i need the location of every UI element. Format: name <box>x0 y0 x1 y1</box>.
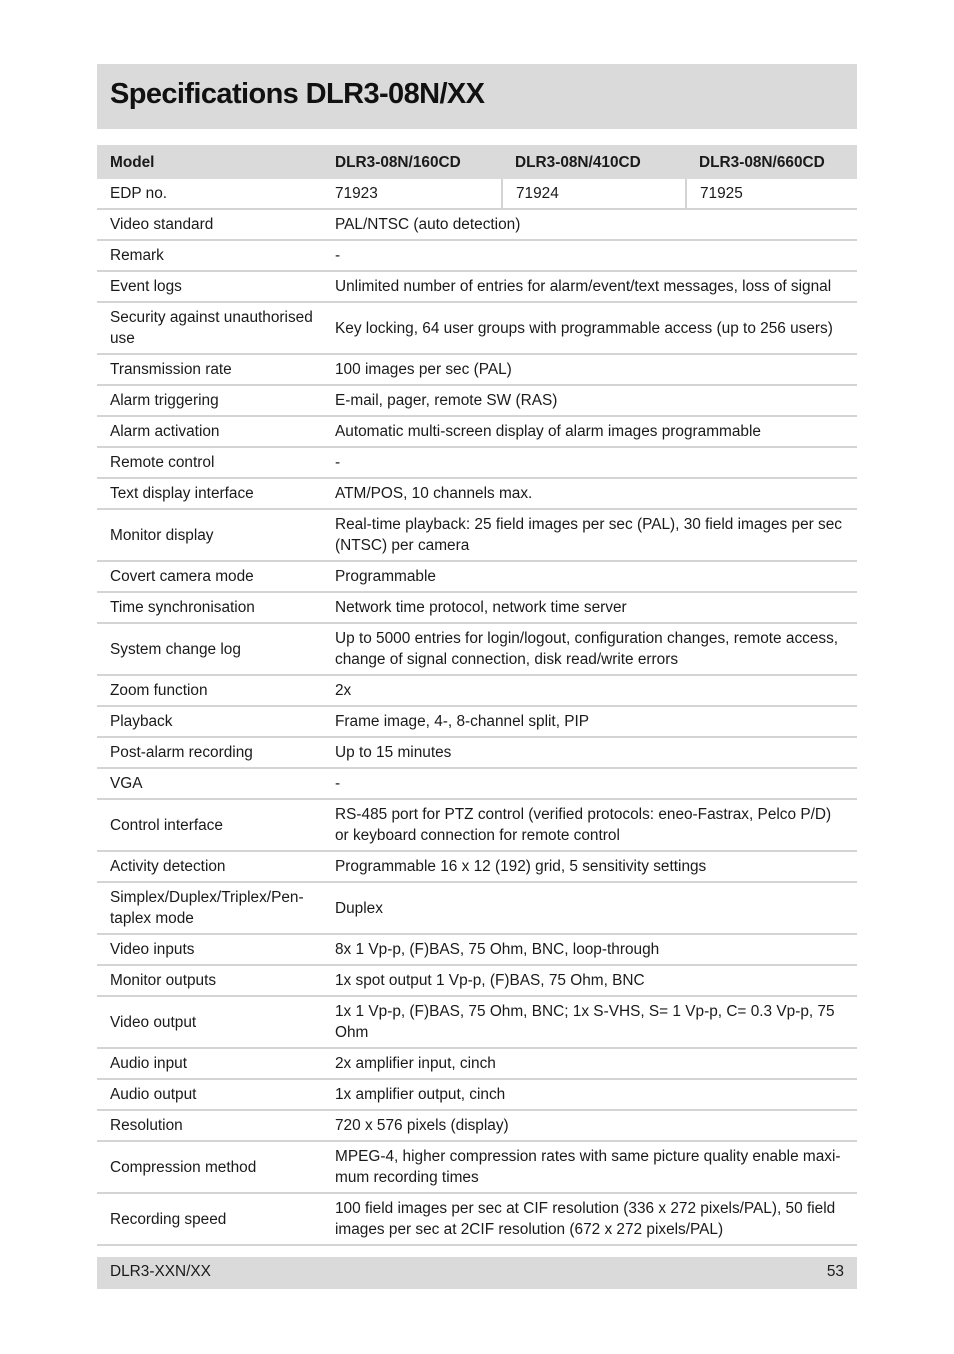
table-row <box>97 623 857 675</box>
spec-label: Audio output <box>97 1079 322 1110</box>
spec-value: - <box>322 240 857 271</box>
page-title: Specifications DLR3-08N/XX <box>110 78 485 110</box>
spec-label: Audio input <box>97 1048 322 1079</box>
spec-value: Frame image, 4-, 8-channel split, PIP <box>322 706 857 737</box>
spec-value: Automatic multi-screen display of alarm images programmable <box>322 416 857 447</box>
title-bar <box>97 64 857 129</box>
column-header-410cd: DLR3-08N/410CD <box>502 145 686 179</box>
spec-value: 720 x 576 pixels (display) <box>322 1110 857 1141</box>
spec-value: Real-time playback: 25 field images per sec (PAL), 30 field images per sec (NTSC) per camera <box>322 509 857 561</box>
table-row <box>97 1141 857 1193</box>
spec-label: Transmission rate <box>97 354 322 385</box>
footer-bar <box>97 1257 857 1289</box>
spec-value: 2x <box>322 675 857 706</box>
table-row <box>97 240 857 271</box>
table-row <box>97 561 857 592</box>
table-row <box>97 209 857 240</box>
table-row <box>97 882 857 934</box>
spec-value: Key locking, 64 user groups with programmable access (up to 256 users) <box>322 302 857 354</box>
table-row <box>97 768 857 799</box>
edp-label: EDP no. <box>97 179 322 209</box>
spec-value: Programmable 16 x 12 (192) grid, 5 sensitivity settings <box>322 851 857 882</box>
table-header-row <box>97 145 857 179</box>
spec-value: Unlimited number of entries for alarm/event/text messages, loss of signal <box>322 271 857 302</box>
table-row <box>97 737 857 768</box>
spec-label: System change log <box>97 623 322 675</box>
table-row <box>97 934 857 965</box>
spec-label: Covert camera mode <box>97 561 322 592</box>
spec-label: Remote control <box>97 447 322 478</box>
spec-label: Resolution <box>97 1110 322 1141</box>
table-row <box>97 1110 857 1141</box>
page-number: 53 <box>826 1263 844 1280</box>
table-row <box>97 799 857 851</box>
table-row <box>97 1048 857 1079</box>
spec-value: Up to 5000 entries for login/logout, configuration changes, remote access, change of signal connection, disk read/write errors <box>322 623 857 675</box>
column-header-160cd: DLR3-08N/160CD <box>322 145 502 179</box>
edp-value-660cd: 71925 <box>686 179 857 209</box>
spec-label: Monitor outputs <box>97 965 322 996</box>
spec-value: Up to 15 minutes <box>322 737 857 768</box>
spec-label: Zoom function <box>97 675 322 706</box>
spec-label: Video inputs <box>97 934 322 965</box>
spec-label: Monitor display <box>97 509 322 561</box>
spec-value: - <box>322 447 857 478</box>
table-row <box>97 996 857 1048</box>
table-row <box>97 271 857 302</box>
spec-value: Programmable <box>322 561 857 592</box>
spec-value: 1x amplifier output, cinch <box>322 1079 857 1110</box>
spec-label: Simplex/Duplex/Triplex/Pen-taplex mode <box>97 882 322 934</box>
spec-value: RS-485 port for PTZ control (verified protocols: eneo-Fastrax, Pelco P/D) or keyboard connection for remote control <box>322 799 857 851</box>
column-header-660cd: DLR3-08N/660CD <box>686 145 857 179</box>
spec-value: 2x amplifier input, cinch <box>322 1048 857 1079</box>
edp-value-160cd: 71923 <box>322 179 502 209</box>
spec-label: Security against unauthorised use <box>97 302 322 354</box>
spec-value: MPEG-4, higher compression rates with same picture quality enable maxi-mum recording times <box>322 1141 857 1193</box>
table-row <box>97 1193 857 1245</box>
spec-label: Alarm activation <box>97 416 322 447</box>
table-row <box>97 509 857 561</box>
spec-label: Compression method <box>97 1141 322 1193</box>
spec-label: Time synchronisation <box>97 592 322 623</box>
spec-table <box>97 145 857 1246</box>
spec-label: Text display interface <box>97 478 322 509</box>
spec-label: Alarm triggering <box>97 385 322 416</box>
table-row <box>97 706 857 737</box>
spec-label: Control interface <box>97 799 322 851</box>
table-row <box>97 1079 857 1110</box>
table-row <box>97 302 857 354</box>
table-row <box>97 354 857 385</box>
table-row <box>97 592 857 623</box>
table-row <box>97 416 857 447</box>
spec-value: 100 images per sec (PAL) <box>322 354 857 385</box>
spec-value: - <box>322 768 857 799</box>
spec-label: VGA <box>97 768 322 799</box>
spec-label: Post-alarm recording <box>97 737 322 768</box>
spec-rows <box>97 209 857 1245</box>
table-row <box>97 447 857 478</box>
footer-document-id: DLR3-XXN/XX <box>110 1263 211 1280</box>
spec-label: Video output <box>97 996 322 1048</box>
spec-value: 1x 1 Vp-p, (F)BAS, 75 Ohm, BNC; 1x S-VHS, S= 1 Vp-p, C= 0.3 Vp-p, 75 Ohm <box>322 996 857 1048</box>
spec-value: E-mail, pager, remote SW (RAS) <box>322 385 857 416</box>
table-row <box>97 851 857 882</box>
table-row <box>97 385 857 416</box>
spec-value: Network time protocol, network time server <box>322 592 857 623</box>
edp-value-410cd: 71924 <box>502 179 686 209</box>
edp-row <box>97 179 857 209</box>
table-row <box>97 965 857 996</box>
spec-label: Recording speed <box>97 1193 322 1245</box>
spec-value: PAL/NTSC (auto detection) <box>322 209 857 240</box>
spec-value: Duplex <box>322 882 857 934</box>
spec-label: Video standard <box>97 209 322 240</box>
spec-value: 8x 1 Vp-p, (F)BAS, 75 Ohm, BNC, loop-through <box>322 934 857 965</box>
spec-value: 1x spot output 1 Vp-p, (F)BAS, 75 Ohm, BNC <box>322 965 857 996</box>
spec-value: 100 field images per sec at CIF resolution (336 x 272 pixels/PAL), 50 field images per sec at 2CIF resolution (672 x 272 pixels/PAL) <box>322 1193 857 1245</box>
table-row <box>97 478 857 509</box>
spec-label: Remark <box>97 240 322 271</box>
spec-value: ATM/POS, 10 channels max. <box>322 478 857 509</box>
table-row <box>97 675 857 706</box>
column-header-model: Model <box>97 145 322 179</box>
spec-label: Event logs <box>97 271 322 302</box>
spec-label: Activity detection <box>97 851 322 882</box>
spec-label: Playback <box>97 706 322 737</box>
